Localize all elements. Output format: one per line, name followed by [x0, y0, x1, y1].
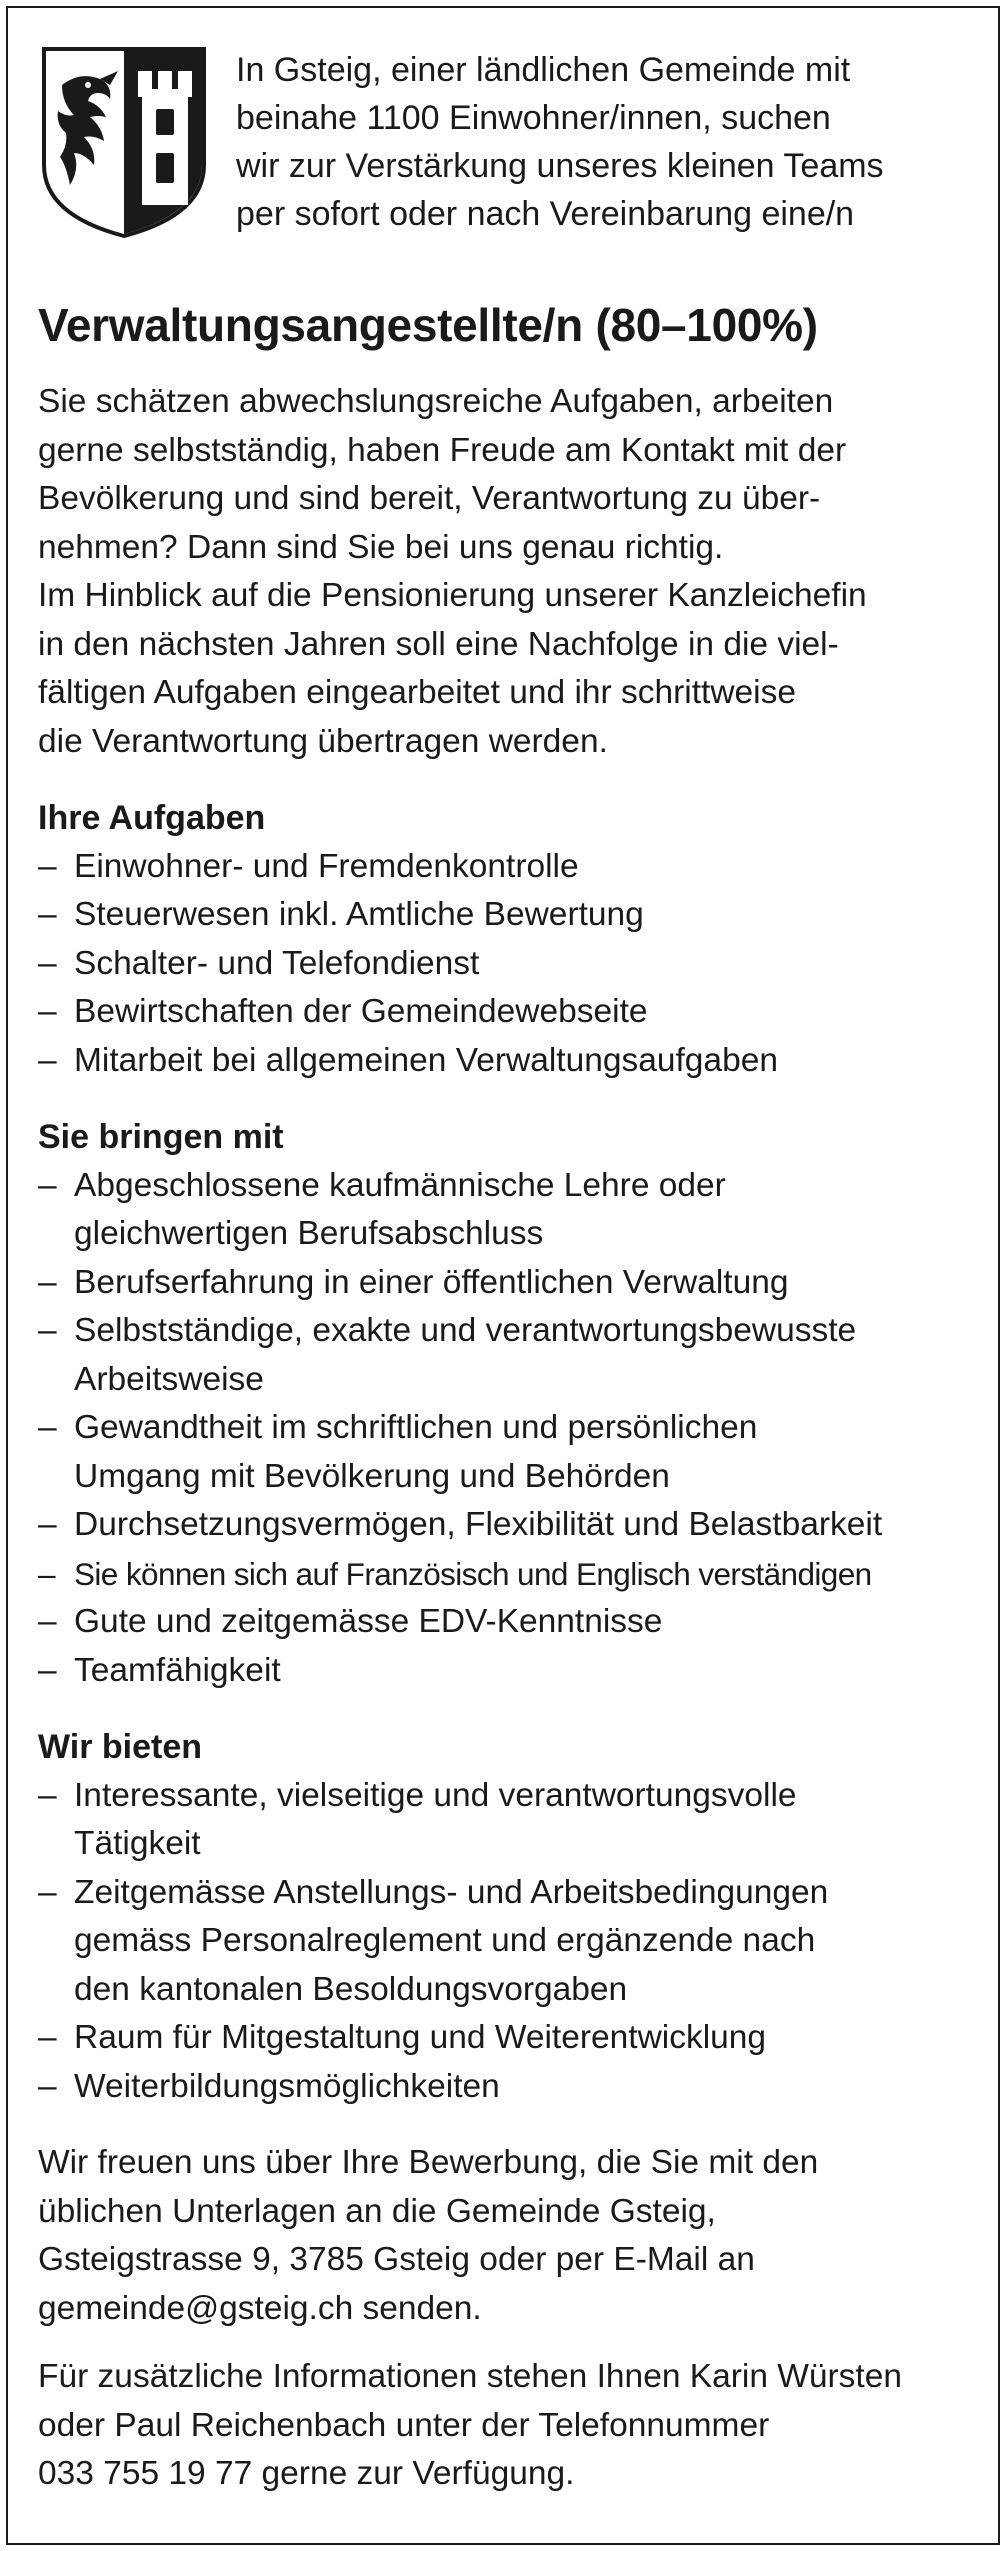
description-line: fältigen Aufgaben eingearbeitet und ihr schrittweise — [38, 674, 796, 711]
description-line: Im Hinblick auf die Pensionierung unserer Kanzleichefin — [38, 577, 867, 614]
requirements-heading: Sie bringen mit — [38, 1118, 284, 1156]
intro-line: per sofort oder nach Vereinbarung eine/n — [236, 195, 855, 233]
list-item: – Berufserfahrung in einer öffentlichen Verwaltung — [38, 1263, 789, 1301]
list-item: – Einwohner- und Fremdenkontrolle — [38, 847, 579, 885]
description-line: Bevölkerung und sind bereit, Verantwortung zu über- — [38, 480, 821, 517]
description-line: in den nächsten Jahren soll eine Nachfolge in die viel- — [38, 625, 839, 663]
application-line: Wir freuen uns über Ihre Bewerbung, die Sie mit den — [38, 2144, 819, 2181]
list-item: – Weiterbildungsmöglichkeiten — [38, 2067, 500, 2105]
offer-heading: Wir bieten — [38, 1728, 203, 1766]
description-line: die Verantwortung übertragen werden. — [38, 722, 608, 760]
contact-line: oder Paul Reichenbach unter der Telefonnummer — [38, 2406, 770, 2444]
description-line: nehmen? Dann sind Sie bei uns genau richtig. — [38, 528, 724, 566]
intro-text — [236, 46, 976, 238]
list-item: – Abgeschlossene kaufmännische Lehre oder gleichwertigen Berufsabschluss — [38, 1166, 726, 1252]
list-item: – Gewandtheit im schriftlichen und persönlichen Umgang mit Bevölkerung und Behörden — [38, 1409, 758, 1495]
application-instructions — [38, 2139, 978, 2333]
application-line: Gsteigstrasse 9, 3785 Gsteig oder per E-Mail an — [38, 2241, 755, 2278]
offer-list — [38, 1772, 978, 2112]
contact-info — [38, 2353, 978, 2499]
tasks-heading: Ihre Aufgaben — [38, 799, 266, 837]
list-item: – Teamfähigkeit — [38, 1651, 281, 1689]
list-item: – Interessante, vielseitige und verantwortungsvolle Tätigkeit — [38, 1776, 797, 1862]
list-item: – Mitarbeit bei allgemeinen Verwaltungsaufgaben — [38, 1041, 778, 1079]
job-title: Verwaltungsangestellte/n (80–100%) — [38, 299, 818, 351]
list-item: – Gute und zeitgemässe EDV-Kenntnisse — [38, 1603, 663, 1640]
list-item: – Bewirtschaften der Gemeindewebseite — [38, 993, 648, 1030]
intro-line: wir zur Verstärkung unseres kleinen Teams — [236, 147, 884, 185]
contact-line: Für zusätzliche Informationen stehen Ihnen Karin Würsten — [38, 2358, 902, 2395]
list-item: – Sie können sich auf Französisch und Englisch verständigen — [38, 1555, 872, 1592]
application-line: gemeinde@gsteig.ch senden. — [38, 2289, 482, 2327]
list-item: – Selbstständige, exakte und verantwortungsbewusste Arbeitsweise — [38, 1312, 857, 1398]
list-item: – Steuerwesen inkl. Amtliche Bewertung — [38, 896, 644, 933]
application-line: üblichen Unterlagen an die Gemeinde Gsteig, — [38, 2192, 716, 2230]
contact-line: 033 755 19 77 gerne zur Verfügung. — [38, 2455, 575, 2492]
intro-line: In Gsteig, einer ländlichen Gemeinde mit — [236, 51, 851, 89]
list-item: – Schalter- und Telefondienst — [38, 944, 480, 982]
list-item: – Zeitgemässe Anstellungs- und Arbeitsbedingungen gemäss Personalreglement und ergänzende nach den kantonalen Besoldungsvorgaben — [38, 1873, 829, 2008]
ad-body — [38, 296, 978, 2499]
tasks-list — [38, 843, 978, 1086]
coat-of-arms-icon — [40, 45, 208, 240]
description-line: gerne selbstständig, haben Freude am Kontakt mit der — [38, 431, 847, 469]
job-description — [38, 378, 978, 766]
list-item: – Raum für Mitgestaltung und Weiterentwicklung — [38, 2019, 767, 2056]
list-item: – Durchsetzungsvermögen, Flexibilität und Belastbarkeit — [38, 1506, 883, 1543]
requirements-list — [38, 1162, 978, 1696]
description-line: Sie schätzen abwechslungsreiche Aufgaben, arbeiten — [38, 383, 834, 420]
intro-line: beinahe 1100 Einwohner/innen, suchen — [236, 99, 831, 137]
